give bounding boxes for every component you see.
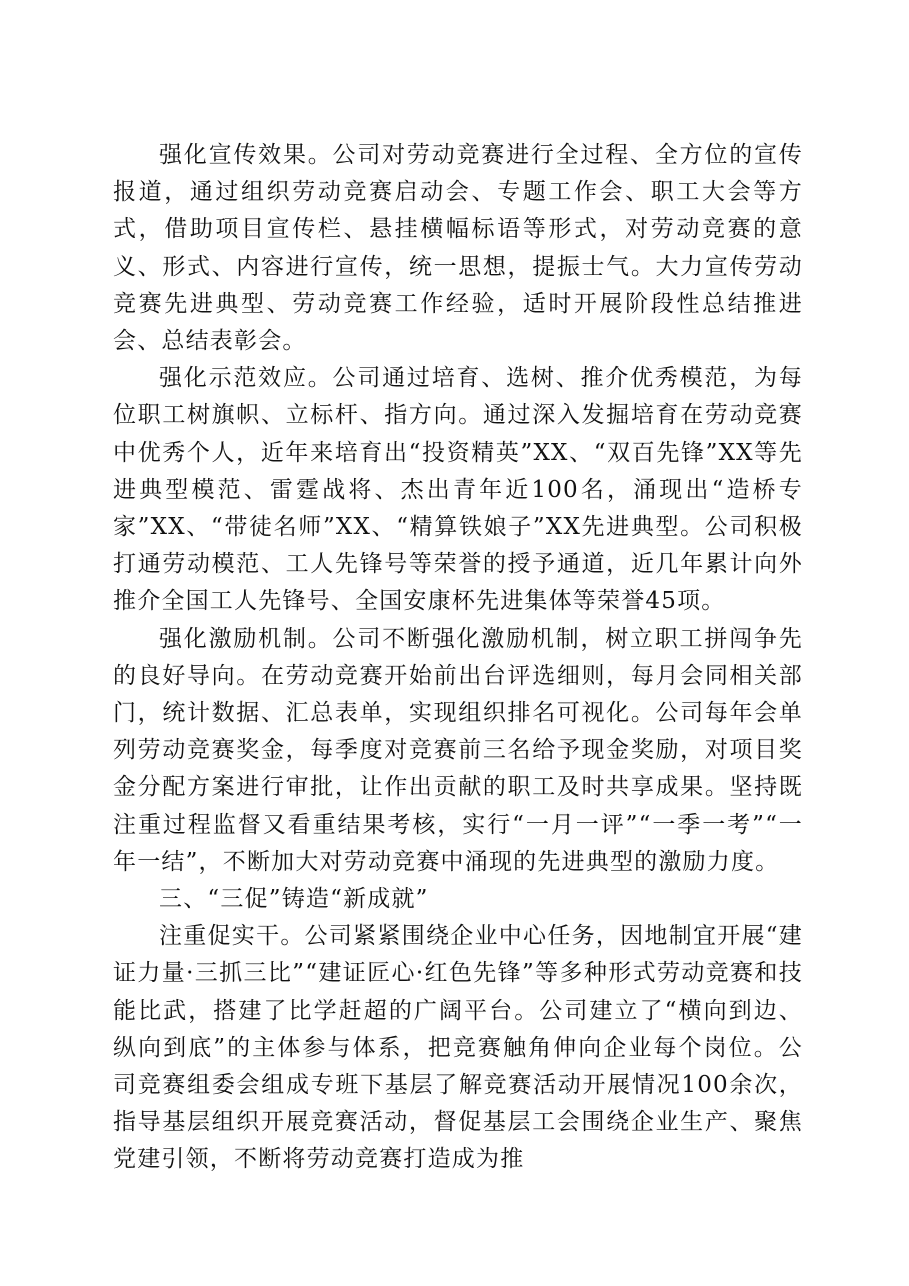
paragraph-demonstration: 强化示范效应。公司通过培育、选树、推介优秀模范，为每位职工树旗帜、立标杆、指方向。通过深入发掘培育在劳动竞赛中优秀个人，近年来培育出“投资精英”XX、“双百先锋”XX等先进典型模范、雷霆战将、杰出青年近100名，涌现出“造桥专家”XX、“带徒名师”XX、“精算铁娘子”XX先进典型。公司积极打通劳动模范、工人先锋号等荣誉的授予通道，近几年累计向外推介全国工人先锋号、全国安康杯先进集体等荣誉45项。 (113, 365, 803, 615)
section-heading: 三、“三促”铸造“新成就” (159, 886, 429, 913)
document-body (113, 137, 803, 1179)
paragraph-publicity: 强化宣传效果。公司对劳动竞赛进行全过程、全方位的宣传报道，通过组织劳动竞赛启动会、专题工作会、职工大会等方式，借助项目宣传栏、悬挂横幅标语等形式，对劳动竞赛的意义、形式、内容进行宣传，统一思想，提振士气。大力宣传劳动竞赛先进典型、劳动竞赛工作经验，适时开展阶段性总结推进会、总结表彰会。 (113, 142, 803, 355)
paragraph-incentive: 强化激励机制。公司不断强化激励机制，树立职工拼闯争先的良好导向。在劳动竞赛开始前出台评选细则，每月会同相关部门，统计数据、汇总表单，实现组织排名可视化。公司每年会单列劳动竞赛奖金，每季度对竞赛前三名给予现金奖励，对项目奖金分配方案进行审批，让作出贡献的职工及时共享成果。坚持既注重过程监督又看重结果考核，实行“一月一评”“一季一考”“一年一结”，不断加大对劳动竞赛中涌现的先进典型的激励力度。 (113, 625, 803, 875)
paragraph-practical-work: 注重促实干。公司紧紧围绕企业中心任务，因地制宜开展“建证力量·三抓三比”“建证匠心·红色先锋”等多种形式劳动竞赛和技能比武，搭建了比学赶超的广阔平台。公司建立了“横向到边、纵向到底”的主体参与体系，把竞赛触角伸向企业每个岗位。公司竞赛组委会组成专班下基层了解竞赛活动开展情况100余次，指导基层组织开展竞赛活动，督促基层工会围绕企业生产、聚焦党建引领，不断将劳动竞赛打造成为推 (113, 923, 803, 1173)
